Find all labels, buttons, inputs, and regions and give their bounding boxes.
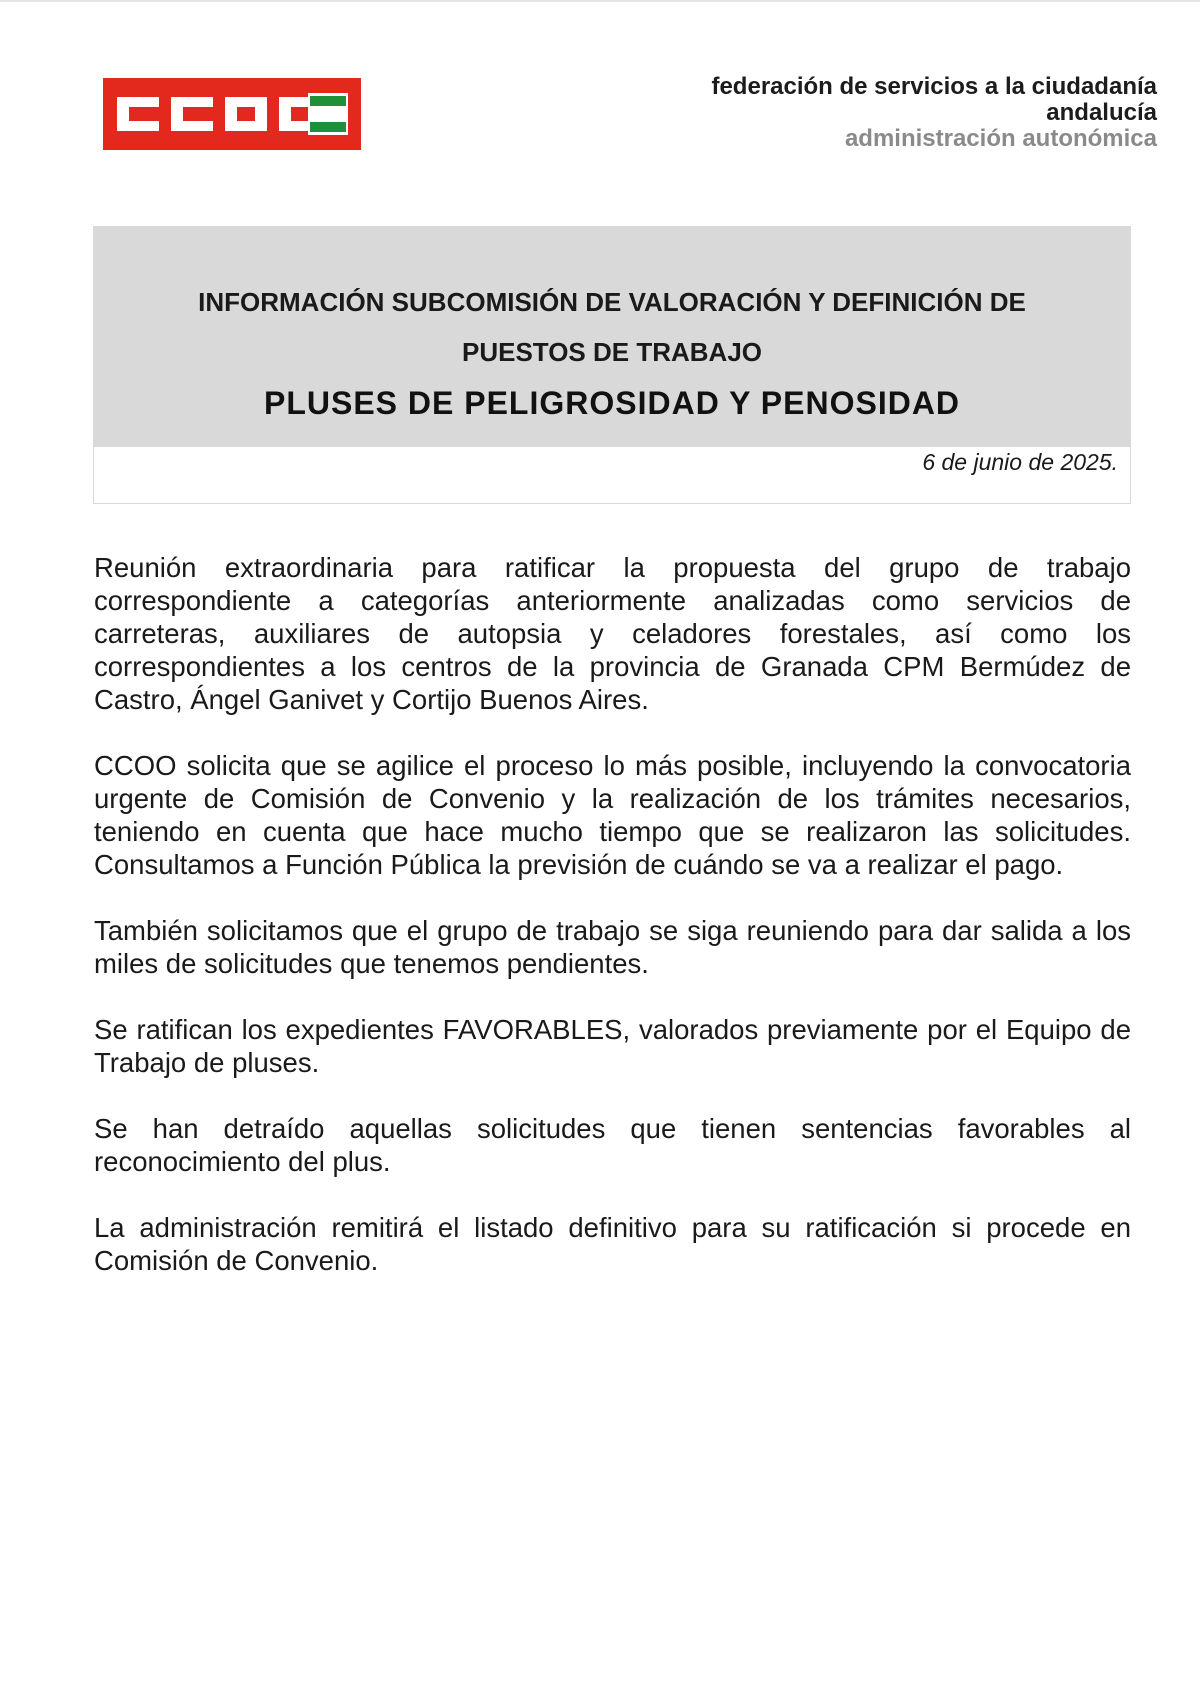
document-subtitle: PLUSES DE PELIGROSIDAD Y PENOSIDAD: [263, 385, 961, 421]
paragraph: Se ratifican los expedientes FAVORABLES, valorados previamente por el Equipo de Trabajo de pluses.: [94, 1014, 1131, 1078]
org-section: administración autonómica: [844, 125, 1157, 152]
document-date: 6 de junio de 2025.: [922, 449, 1118, 475]
org-region: andalucía: [1046, 99, 1157, 126]
top-divider: [0, 0, 1200, 2]
paragraph: La administración remitirá el listado definitivo para su ratificación si procede en Comisión de Convenio.: [94, 1212, 1131, 1276]
paragraph: CCOO solicita que se agilice el proceso lo más posible, incluyendo la convocatoria urgente de Comisión de Convenio y la realización de los trámites necesarios, teniendo en cuenta que hace mucho tiempo que se realizaron las solicitudes. Consultamos a Función Pública la previsión de cuándo se va a realizar el pago.: [94, 750, 1131, 880]
document-title: INFORMACIÓN SUBCOMISIÓN DE VALORACIÓN Y DEFINICIÓN DE PUESTOS DE TRABAJO: [198, 287, 1026, 367]
paragraph: También solicitamos que el grupo de trabajo se siga reuniendo para dar salida a los miles de solicitudes que tenemos pendientes.: [94, 915, 1131, 979]
org-federation: federación de servicios a la ciudadanía: [711, 73, 1157, 100]
paragraph: Se han detraído aquellas solicitudes que tienen sentencias favorables al reconocimiento del plus.: [94, 1113, 1131, 1177]
title-box: [93, 226, 1131, 504]
ccoo-logo: [103, 78, 361, 150]
paragraph: Reunión extraordinaria para ratificar la propuesta del grupo de trabajo correspondiente a categorías anteriormente analizadas como servicios de carreteras, auxiliares de autopsia y celadores forestales, así como los correspondientes a los centros de la provincia de Granada CPM Bermúdez de Castro, Ángel Ganivet y Cortijo Buenos Aires.: [94, 552, 1131, 715]
document-body: [94, 551, 1131, 1310]
organization-header: [711, 74, 1157, 152]
